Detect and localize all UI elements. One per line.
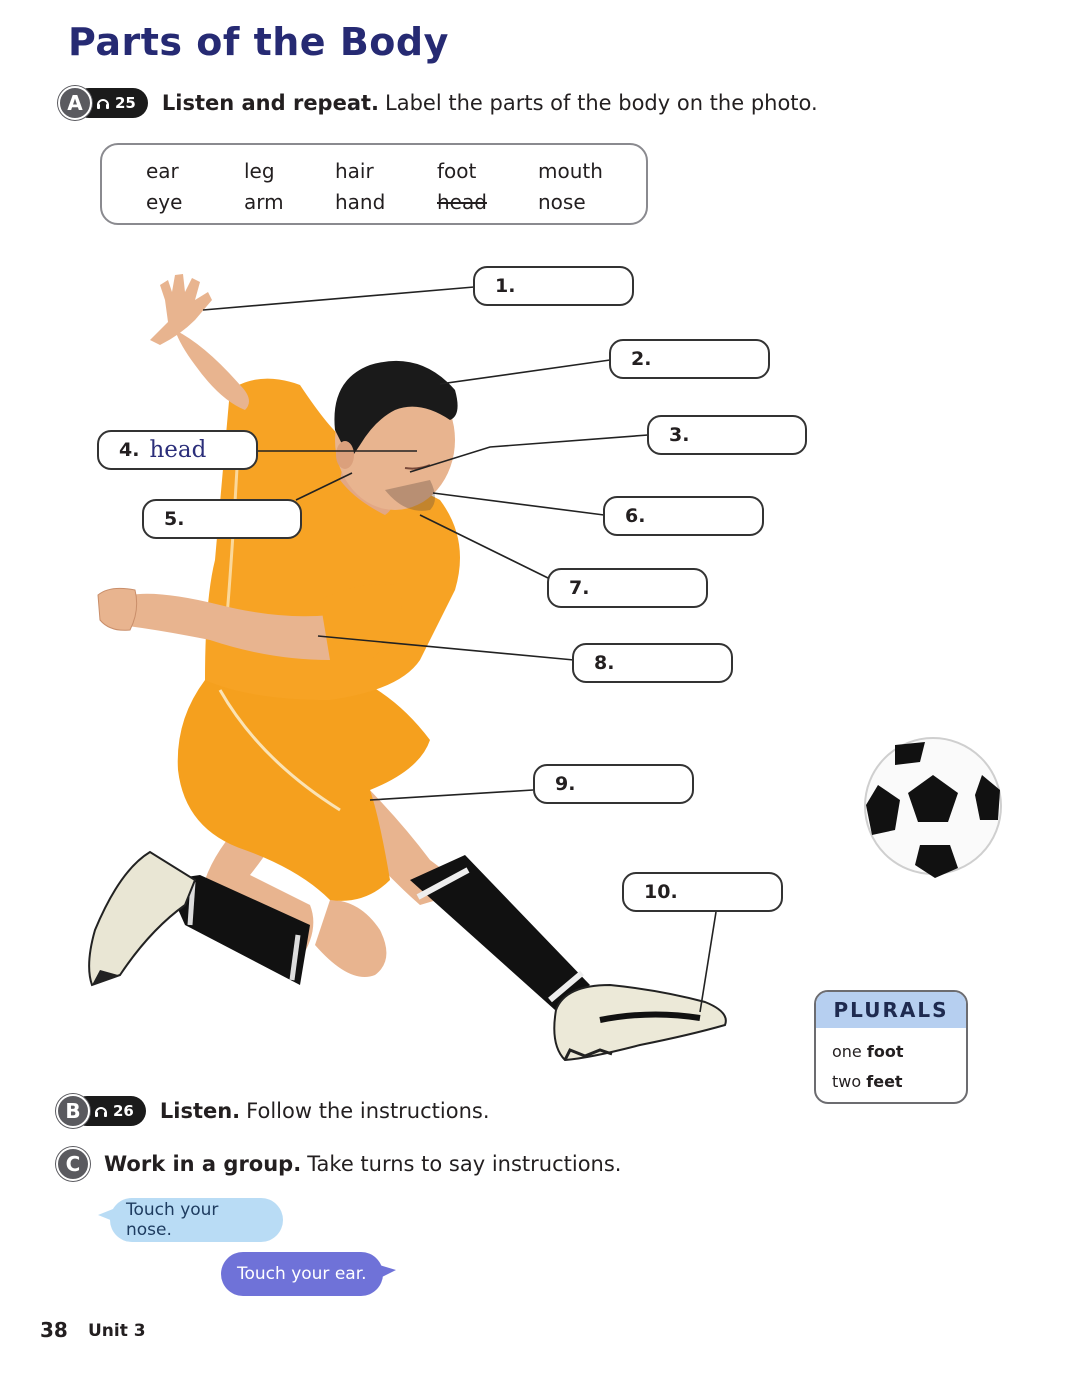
section-c-letter: C (56, 1147, 90, 1181)
section-b-letter: B (56, 1094, 90, 1128)
plurals-box (814, 990, 968, 1104)
raised-arm (175, 330, 249, 410)
instruction-text: Follow the instructions. (246, 1099, 490, 1123)
label-box-5[interactable] (142, 499, 302, 539)
plural-prefix: two (832, 1072, 862, 1091)
label-answer: head (149, 437, 207, 463)
instruction-text: Take turns to say instructions. (307, 1152, 622, 1176)
word-leg: leg (244, 159, 275, 183)
instruction-text: Label the parts of the body on the photo. (385, 91, 818, 115)
plural-prefix: one (832, 1042, 862, 1061)
word-mouth: mouth (538, 159, 603, 183)
track-number: 25 (115, 94, 136, 112)
label-number: 4. (119, 439, 140, 461)
plurals-heading: PLURALS (816, 992, 966, 1028)
label-box-3[interactable] (647, 415, 807, 455)
label-box-2[interactable] (609, 339, 770, 379)
instruction-bold: Listen and repeat. (161, 91, 380, 115)
label-number: 5. (164, 508, 185, 530)
section-b-heading (56, 1094, 490, 1128)
word-eye: eye (146, 190, 183, 214)
label-box-1[interactable] (473, 266, 634, 306)
instruction-bold: Work in a group. (104, 1152, 302, 1176)
label-number: 10. (644, 881, 678, 903)
section-c-heading (56, 1147, 622, 1181)
word-nose: nose (538, 190, 586, 214)
track-number: 26 (113, 1102, 134, 1120)
word-hand: hand (335, 190, 386, 214)
label-box-9[interactable] (533, 764, 694, 804)
page-number: 38 (40, 1318, 68, 1342)
soccer-ball (865, 738, 1001, 878)
word-head-struck: head (437, 190, 487, 214)
instruction-bold: Listen. (159, 1099, 241, 1123)
label-number: 2. (631, 348, 652, 370)
label-number: 8. (594, 652, 615, 674)
label-box-7[interactable] (547, 568, 708, 608)
speech-bubble-1: Touch your nose. (110, 1198, 283, 1242)
label-number: 9. (555, 773, 576, 795)
page-title: Parts of the Body (68, 20, 449, 64)
label-box-10[interactable] (622, 872, 783, 912)
word-ear: ear (146, 159, 179, 183)
label-number: 3. (669, 424, 690, 446)
plurals-row-2 (832, 1072, 903, 1091)
unit-label: Unit 3 (88, 1321, 146, 1341)
label-number: 7. (569, 577, 590, 599)
section-a-letter: A (58, 86, 92, 120)
word-hair: hair (335, 159, 374, 183)
label-box-6[interactable] (603, 496, 764, 536)
headphones-icon (94, 1105, 108, 1118)
plural-word: feet (866, 1072, 903, 1091)
word-foot: foot (437, 159, 477, 183)
word-arm: arm (244, 190, 284, 214)
label-box-8[interactable] (572, 643, 733, 683)
speech-bubble-2: Touch your ear. (221, 1252, 383, 1296)
label-box-4[interactable] (97, 430, 258, 470)
plurals-row-1 (832, 1042, 903, 1061)
label-number: 1. (495, 275, 516, 297)
label-number: 6. (625, 505, 646, 527)
plural-word: foot (866, 1042, 904, 1061)
